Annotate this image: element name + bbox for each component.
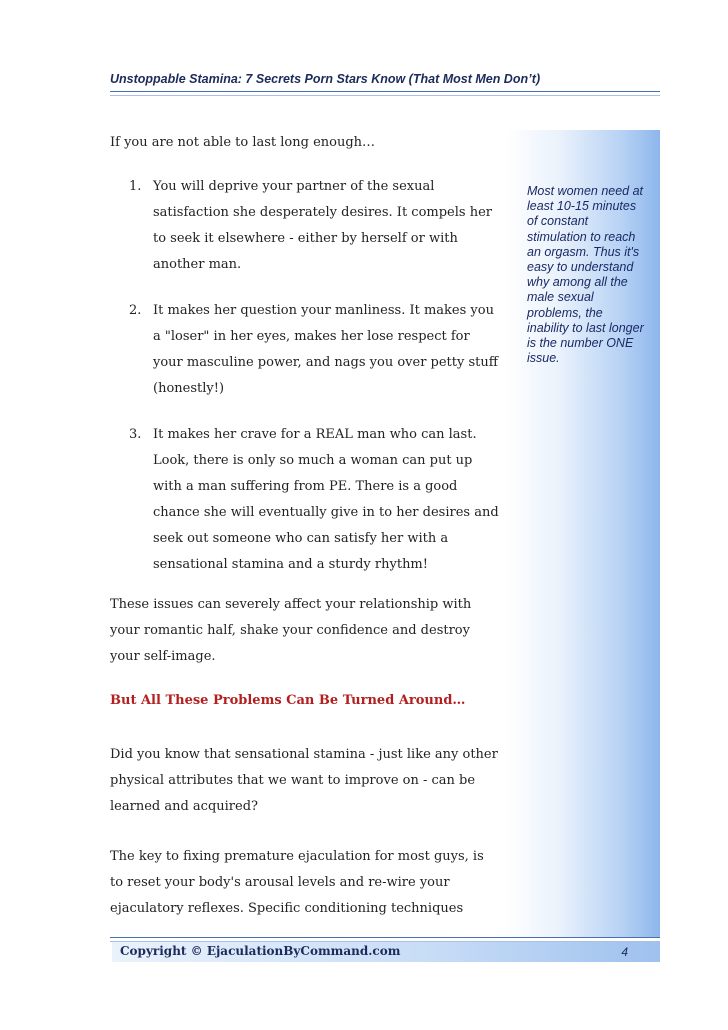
list-item-number: 1. bbox=[129, 179, 142, 194]
problem-list bbox=[110, 174, 500, 598]
key-paragraph: The key to fixing premature ejaculation for most guys, is to reset your body's arousal levels and re-wire your ejaculatory reflexes. Specific conditioning techniques bbox=[110, 849, 484, 916]
page-number: 4 bbox=[621, 945, 628, 959]
list-item bbox=[110, 298, 500, 402]
intro-paragraph: If you are not able to last long enough… bbox=[110, 135, 376, 150]
list-item bbox=[110, 422, 500, 578]
sidebar-note: Most women need at least 10-15 minutes of constant stimulation to reach an orgasm. Thus it's easy to understand why among all the male sexual problems, the inability to last longer is the number ONE issue. bbox=[527, 184, 644, 366]
stamina-paragraph: Did you know that sensational stamina - just like any other physical attributes that we want to improve on - can be learned and acquired? bbox=[110, 747, 498, 814]
page-footer bbox=[112, 942, 660, 962]
copyright-text: Copyright © EjaculationByCommand.com bbox=[120, 944, 401, 958]
document-header: Unstoppable Stamina: 7 Secrets Porn Stars Know (That Most Men Don’t) bbox=[110, 72, 541, 86]
list-item-number: 2. bbox=[129, 303, 142, 318]
header-divider bbox=[110, 91, 660, 96]
list-item-text: It makes her question your manliness. It makes you a "loser" in her eyes, makes her lose respect for your masculine power, and nags you over petty stuff (honestly!) bbox=[153, 303, 498, 396]
relationship-paragraph: These issues can severely affect your relationship with your romantic half, shake your confidence and destroy your self-image. bbox=[110, 597, 472, 664]
section-heading: But All These Problems Can Be Turned Around… bbox=[110, 693, 466, 708]
list-item-text: It makes her crave for a REAL man who can last. Look, there is only so much a woman can put up with a man suffering from PE. There is a good chance she will eventually give in to her desires and seek out someone who can satisfy her with a sensational stamina and a sturdy rhythm! bbox=[153, 427, 499, 572]
list-item-text: You will deprive your partner of the sexual satisfaction she desperately desires. It compels her to seek it elsewhere - either by herself or with another man. bbox=[153, 179, 492, 272]
list-item-number: 3. bbox=[129, 427, 142, 442]
list-item bbox=[110, 174, 500, 278]
